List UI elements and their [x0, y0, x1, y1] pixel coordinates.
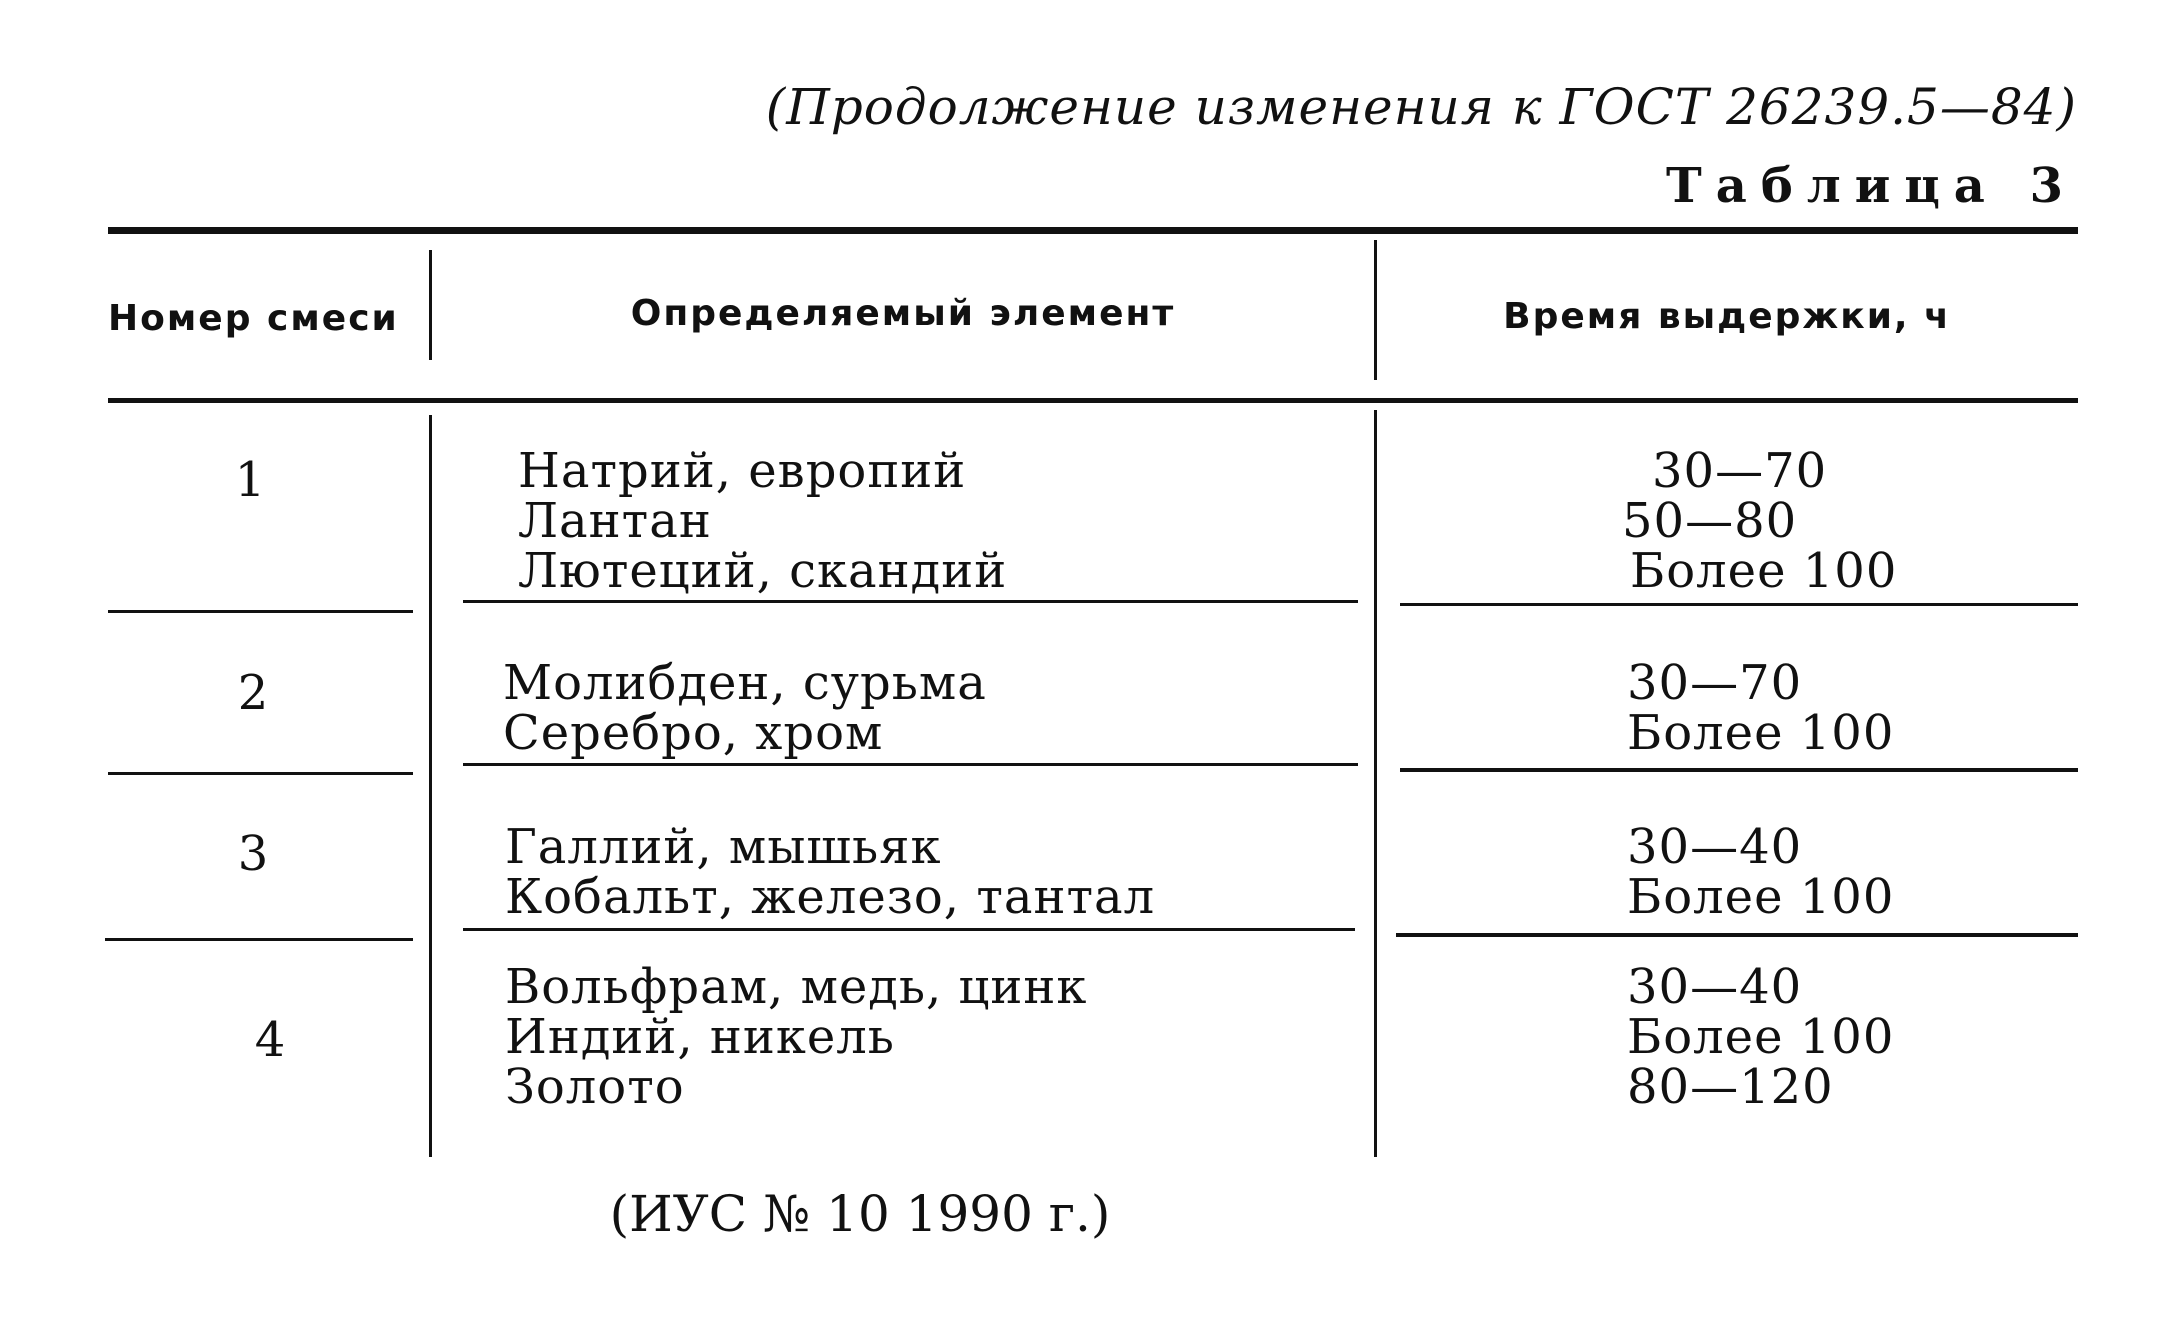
- element-line: Серебро, хром: [503, 705, 884, 761]
- elements-mix-3: [505, 819, 1156, 925]
- header-element: Определяемый элемент: [630, 293, 1176, 334]
- time-line: Более 100: [1630, 543, 1898, 599]
- elements-mix-4: [505, 959, 1088, 1115]
- column-separator-2-body: [1374, 410, 1377, 1157]
- row-rule-number-2: [108, 772, 413, 775]
- time-line: 50—80: [1622, 493, 1798, 549]
- row-rule-time-1: [1400, 603, 2078, 606]
- row-rule-time-2: [1400, 768, 2078, 772]
- element-line: Индий, никель: [505, 1009, 895, 1065]
- row-rule-element-2: [463, 763, 1358, 766]
- time-line: 30—70: [1627, 655, 1803, 711]
- elements-mix-2: [503, 655, 987, 761]
- time-line: Более 100: [1627, 869, 1895, 925]
- time-line: Более 100: [1627, 1009, 1895, 1065]
- column-separator-1-body: [429, 415, 432, 1157]
- element-line: Молибден, сурьма: [503, 655, 987, 711]
- times-mix-3: [1627, 819, 1895, 925]
- element-line: Кобальт, железо, тантал: [505, 869, 1156, 925]
- time-line: Более 100: [1627, 705, 1895, 761]
- mix-number-4: 4: [254, 1012, 286, 1068]
- mix-number-2: 2: [237, 665, 269, 721]
- time-line: 30—40: [1627, 819, 1803, 875]
- times-mix-4: [1627, 959, 1895, 1115]
- header-exposure-time: Время выдержки, ч: [1503, 296, 1951, 337]
- continuation-note: (Продолжение изменения к ГОСТ 26239.5—84): [765, 78, 2077, 136]
- element-line: Лютеций, скандий: [518, 543, 1008, 599]
- mix-number-3: 3: [237, 826, 269, 882]
- footer-note: (ИУС № 10 1990 г.): [609, 1185, 1111, 1243]
- header-bottom-rule: [108, 398, 2078, 403]
- time-line: 80—120: [1627, 1059, 1834, 1115]
- elements-mix-1: [518, 443, 1008, 599]
- table-label: Таблица 3: [1666, 158, 2077, 214]
- table-top-rule: [108, 227, 2078, 234]
- row-rule-element-3: [463, 928, 1355, 931]
- row-rule-number-1: [108, 610, 413, 613]
- header-mix-number: Номер смеси: [108, 298, 399, 339]
- mix-number-1: 1: [234, 452, 266, 508]
- element-line: Натрий, европий: [518, 443, 967, 499]
- element-line: Золото: [505, 1059, 685, 1115]
- row-rule-time-3: [1396, 933, 2078, 937]
- times-mix-1: [1622, 443, 1898, 599]
- element-line: Галлий, мышьяк: [505, 819, 942, 875]
- times-mix-2: [1627, 655, 1895, 761]
- time-line: 30—70: [1652, 443, 1828, 499]
- time-line: 30—40: [1627, 959, 1803, 1015]
- row-rule-number-3: [105, 938, 413, 941]
- element-line: Лантан: [518, 493, 712, 549]
- row-rule-element-1: [463, 600, 1358, 603]
- element-line: Вольфрам, медь, цинк: [505, 959, 1088, 1015]
